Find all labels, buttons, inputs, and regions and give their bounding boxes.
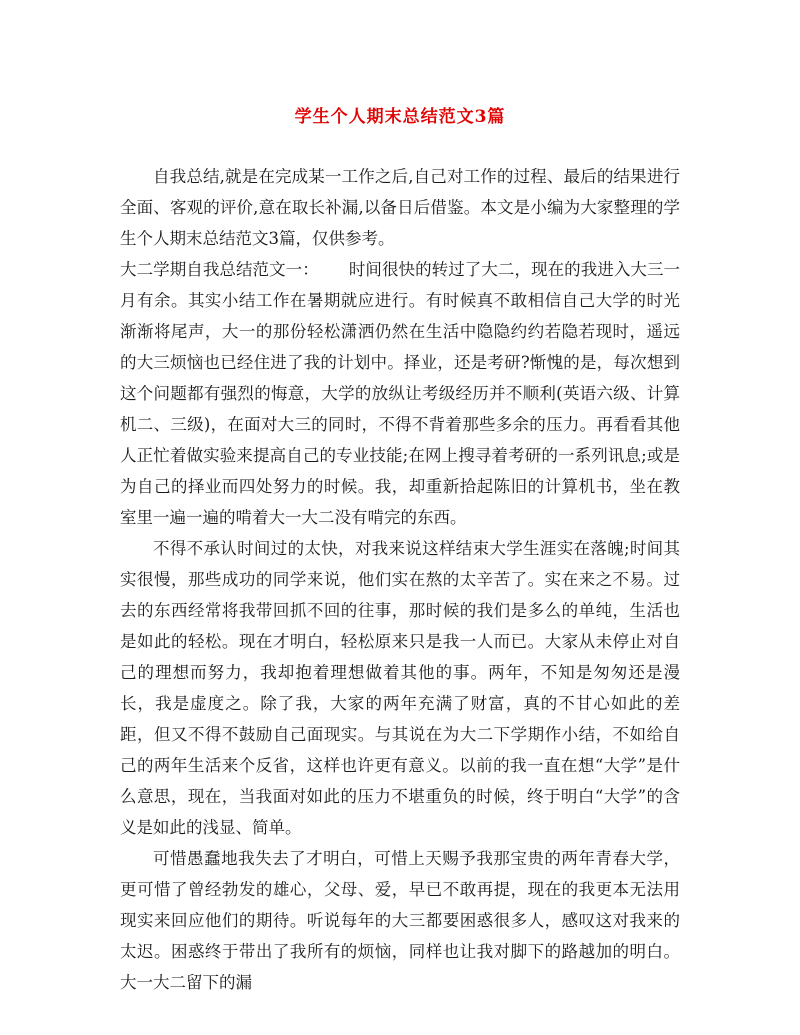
body-paragraph-time: 不得不承认时间过的太快，对我来说这样结束大学生涯实在落魄;时间其实很慢，那些成功的同学来说，他们实在熬的太辛苦了。实在来之不易。过去的东西经常将我带回抓不回的往事，那时候的我们是多么的单纯，生活也是如此的轻松。现在才明白，轻松原来只是我一人而已。大家从未停止对自己的理想而努力，我却抱着理想做着其他的事。两年，不知是匆匆还是漫长，我是虚度之。除了我，大家的两年充满了财富，真的不甘心如此的差距，但又不得不鼓励自己面现实。与其说在为大二下学期作小结，不如给自己的两年生活来个反省，这样也许更有意义。以前的我一直在想“大学”是什么意思，现在，当我面对如此的压力不堪重负的时候，终于明白“大学”的含义是如此的浅显、简单。 bbox=[120, 539, 680, 837]
essay-one-paragraph bbox=[120, 254, 680, 533]
intro-paragraph: 自我总结,就是在完成某一工作之后,自己对工作的过程、最后的结果进行全面、客观的评价,意在取长补漏,以备日后借鉴。本文是小编为大家整理的学生个人期末总结范文3篇，仅供参考。 bbox=[120, 167, 680, 248]
document-title: 学生个人期末总结范文3篇 bbox=[294, 107, 506, 127]
essay-one-text: 时间很快的转过了大二，现在的我进入大三一月有余。其实小结工作在暑期就应进行。有时候真不敢相信自己大学的时光渐渐将尾声，大一的那份轻松潇洒仍然在生活中隐隐约约若隐若现时，遥远的大三烦恼也已经住进了我的计划中。择业，还是考研?惭愧的是，每次想到这个问题都有强烈的悔意，大学的放纵让考级经历并不顺利(英语六级、计算机二、三级)，在面对大三的同时，不得不背着那些多余的压力。再看看其他人正忙着做实验来提高自己的专业技能;在网上搜寻着考研的一系列讯息;或是为自己的择业而四处努力的时候。我，却重新拾起陈旧的计算机书，坐在教室里一遍一遍的啃着大一大二没有啃完的东西。 bbox=[120, 260, 680, 527]
document-body bbox=[120, 161, 680, 998]
body-paragraph-regret: 可惜愚蠢地我失去了才明白，可惜上天赐予我那宝贵的两年青春大学，更可惜了曾经勃发的雄心，父母、爱，早已不敢再提，现在的我更本无法用现实来回应他们的期待。听说每年的大三都要困惑很多人，感叹这对我来的太迟。困惑终于带出了我所有的烦恼，同样也让我对脚下的路越加的明白。大一大二留下的漏 bbox=[120, 849, 680, 992]
essay-one-label: 大二学期自我总结范文一： bbox=[120, 260, 319, 279]
